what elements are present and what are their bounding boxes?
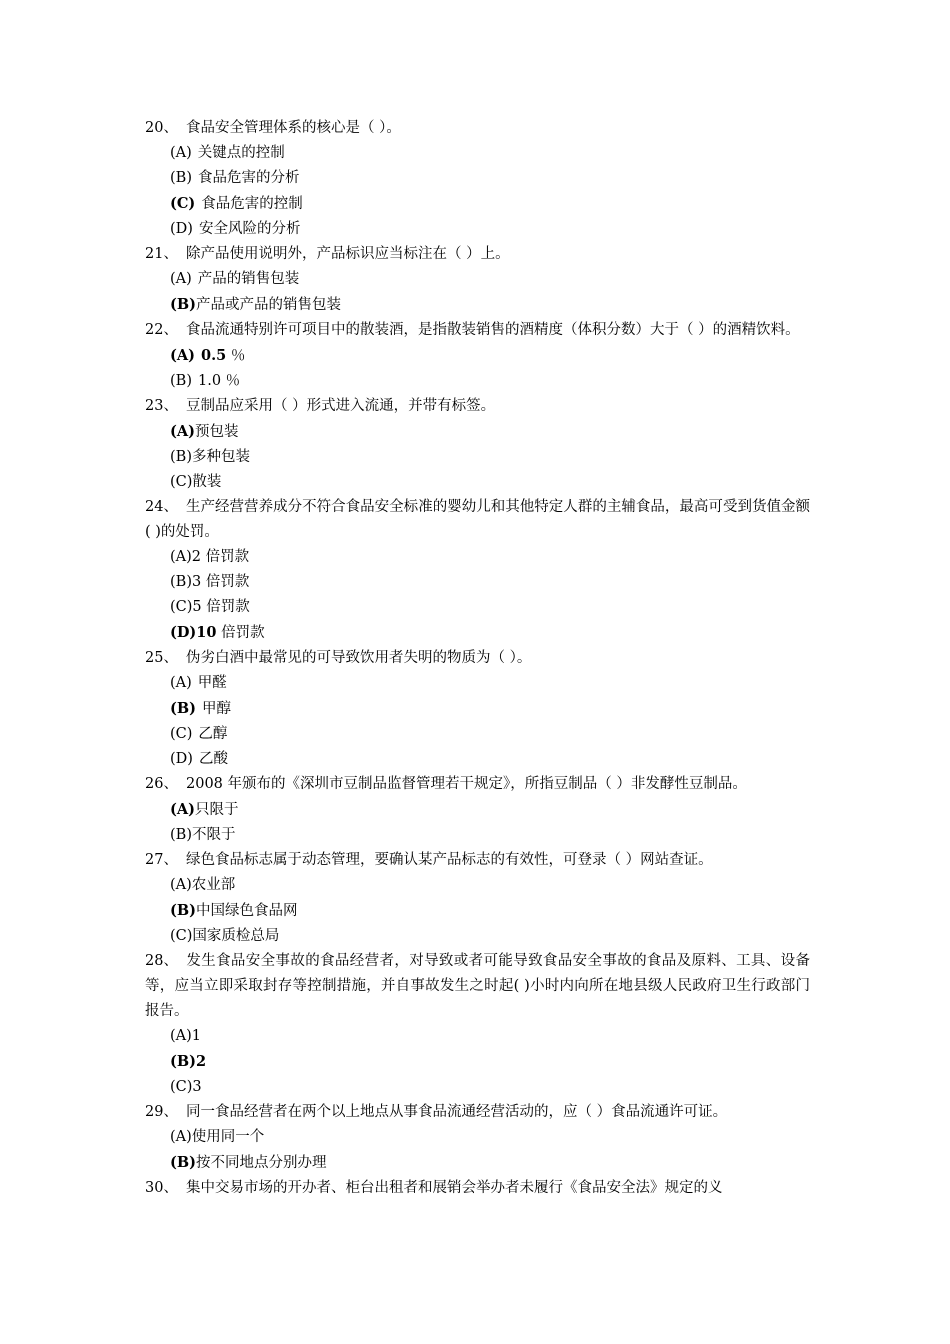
answer-option — [145, 141, 810, 166]
option-text: 按不同地点分别办理 — [195, 1155, 327, 1171]
answer-option — [145, 445, 810, 470]
option-text: 多种包装 — [191, 449, 250, 465]
option-text: 国家质检总局 — [192, 928, 280, 944]
option-letter: (B) — [170, 902, 196, 919]
question-text: 发生食品安全事故的食品经营者，对导致或者可能导致食品安全事故的食品及原料、工具、设备等，应当立即采取封存等控制措施，并自事故发生之时起( )小时内向所在地县级人民政府卫生行政部门报告。 — [145, 953, 810, 1019]
option-text: 甲醛 — [197, 675, 227, 691]
option-letter: (B) — [170, 574, 192, 590]
question-number: 22、 — [145, 322, 178, 338]
answer-option — [145, 747, 810, 772]
option-text: 产品的销售包装 — [197, 271, 300, 287]
option-letter: (A) — [170, 549, 192, 565]
question-stem — [145, 949, 810, 1024]
answer-option — [145, 343, 810, 369]
option-letter: (B) — [170, 1154, 196, 1171]
answer-option — [145, 267, 810, 292]
question-number: 27、 — [145, 852, 178, 868]
question-number: 28、 — [145, 953, 178, 969]
option-text: 预包装 — [194, 424, 239, 440]
option-letter: (A) — [170, 877, 192, 893]
option-text: 2 倍罚款 — [191, 549, 250, 565]
answer-option — [145, 545, 810, 570]
option-text: 1 — [191, 1028, 202, 1044]
answer-option — [145, 470, 810, 495]
option-letter: (C) — [170, 726, 193, 742]
question-stem — [145, 848, 810, 873]
option-letter: (C) — [170, 599, 193, 615]
question-text: 食品安全管理体系的核心是（ ）。 — [186, 120, 401, 136]
option-letter: (A) — [170, 1129, 192, 1145]
option-text: 3 倍罚款 — [191, 574, 250, 590]
question-number: 23、 — [145, 398, 178, 414]
question-stem — [145, 646, 810, 671]
option-letter: (D) — [170, 751, 193, 767]
option-text: 产品或产品的销售包装 — [195, 297, 341, 313]
question-text: 2008 年颁布的《深圳市豆制品监督管理若干规定》，所指豆制品（ ）非发酵性豆制品。 — [186, 776, 747, 792]
answer-option — [145, 570, 810, 595]
answer-option — [145, 1024, 810, 1049]
question-stem — [145, 495, 810, 545]
question-stem — [145, 242, 810, 267]
option-text: 食品危害的控制 — [201, 196, 303, 212]
option-letter: (B) — [170, 296, 196, 313]
option-text: 乙酸 — [198, 751, 228, 767]
answer-option — [145, 166, 810, 191]
option-letter: (D) — [170, 221, 193, 237]
option-letter: (A) — [170, 271, 192, 287]
option-text: 1.0 ％ — [197, 373, 241, 389]
question-stem — [145, 1100, 810, 1125]
option-letter: (C) — [170, 1079, 193, 1095]
answer-option — [145, 797, 810, 823]
option-letter: (B) — [170, 700, 196, 717]
question-text: 生产经营营养成分不符合食品安全标准的婴幼儿和其他特定人群的主辅食品，最高可受到货值金额( )的处罚。 — [145, 499, 810, 540]
question-number: 24、 — [145, 499, 178, 515]
option-text: 使用同一个 — [191, 1129, 265, 1145]
question-stem — [145, 394, 810, 419]
answer-option — [145, 191, 810, 217]
question-text: 同一食品经营者在两个以上地点从事食品流通经营活动的，应（ ）食品流通许可证。 — [186, 1104, 728, 1120]
question-text: 集中交易市场的开办者、柜台出租者和展销会举办者未履行《食品安全法》规定的义 — [186, 1180, 723, 1196]
option-letter: (A) — [170, 347, 195, 364]
answer-option — [145, 1075, 810, 1100]
question-number: 21、 — [145, 246, 178, 262]
option-text: 安全风险的分析 — [198, 221, 301, 237]
option-text: 甲醇 — [201, 701, 231, 717]
question-stem — [145, 116, 810, 141]
option-text: 农业部 — [191, 877, 236, 893]
question-number: 29、 — [145, 1104, 178, 1120]
answer-option — [145, 924, 810, 949]
answer-option — [145, 595, 810, 620]
answer-option — [145, 1150, 810, 1176]
option-letter: (C) — [170, 474, 193, 490]
option-letter: (A) — [170, 801, 195, 818]
answer-option — [145, 1125, 810, 1150]
option-text: 关键点的控制 — [197, 145, 285, 161]
question-number: 30、 — [145, 1180, 178, 1196]
option-text: 不限于 — [191, 827, 236, 843]
answer-option — [145, 722, 810, 747]
option-letter: (B) — [170, 827, 192, 843]
question-list — [145, 116, 810, 1201]
answer-option — [145, 419, 810, 445]
answer-option — [145, 898, 810, 924]
option-text: 10 倍罚款 — [196, 624, 265, 641]
option-text: 0.5 ％ — [200, 347, 246, 364]
option-letter: (C) — [170, 928, 193, 944]
answer-option — [145, 217, 810, 242]
question-text: 除产品使用说明外，产品标识应当标注在（ ）上。 — [186, 246, 510, 262]
answer-option — [145, 620, 810, 646]
option-text: 只限于 — [194, 802, 239, 818]
option-letter: (D) — [170, 624, 197, 641]
option-letter: (B) — [170, 170, 192, 186]
question-text: 绿色食品标志属于动态管理，要确认某产品标志的有效性，可登录（ ）网站查证。 — [186, 852, 713, 868]
option-text: 乙醇 — [198, 726, 228, 742]
question-stem — [145, 772, 810, 797]
answer-option — [145, 1049, 810, 1075]
option-letter: (A) — [170, 423, 195, 440]
question-stem — [145, 318, 810, 343]
question-text: 豆制品应采用（ ）形式进入流通，并带有标签。 — [186, 398, 496, 414]
answer-option — [145, 823, 810, 848]
option-letter: (A) — [170, 145, 192, 161]
option-letter: (A) — [170, 1028, 192, 1044]
question-number: 25、 — [145, 650, 178, 666]
answer-option — [145, 671, 810, 696]
option-text: 中国绿色食品网 — [195, 903, 298, 919]
answer-option — [145, 369, 810, 394]
answer-option — [145, 696, 810, 722]
question-stem — [145, 1176, 810, 1201]
question-text: 伪劣白酒中最常见的可导致饮用者失明的物质为（ ）。 — [186, 650, 532, 666]
option-text: 食品危害的分析 — [197, 170, 300, 186]
option-letter: (B) — [170, 1053, 196, 1070]
option-text: 3 — [192, 1079, 202, 1095]
option-text: 2 — [195, 1053, 207, 1070]
option-text: 散装 — [192, 474, 222, 490]
question-number: 26、 — [145, 776, 178, 792]
option-letter: (B) — [170, 449, 192, 465]
answer-option — [145, 292, 810, 318]
option-text: 5 倍罚款 — [192, 599, 250, 615]
option-letter: (B) — [170, 373, 192, 389]
option-letter: (C) — [170, 195, 196, 212]
question-text: 食品流通特别许可项目中的散装酒，是指散装销售的酒精度（体积分数）大于（ ）的酒精饮料。 — [186, 322, 800, 338]
option-letter: (A) — [170, 675, 192, 691]
answer-option — [145, 873, 810, 898]
question-number: 20、 — [145, 120, 178, 136]
